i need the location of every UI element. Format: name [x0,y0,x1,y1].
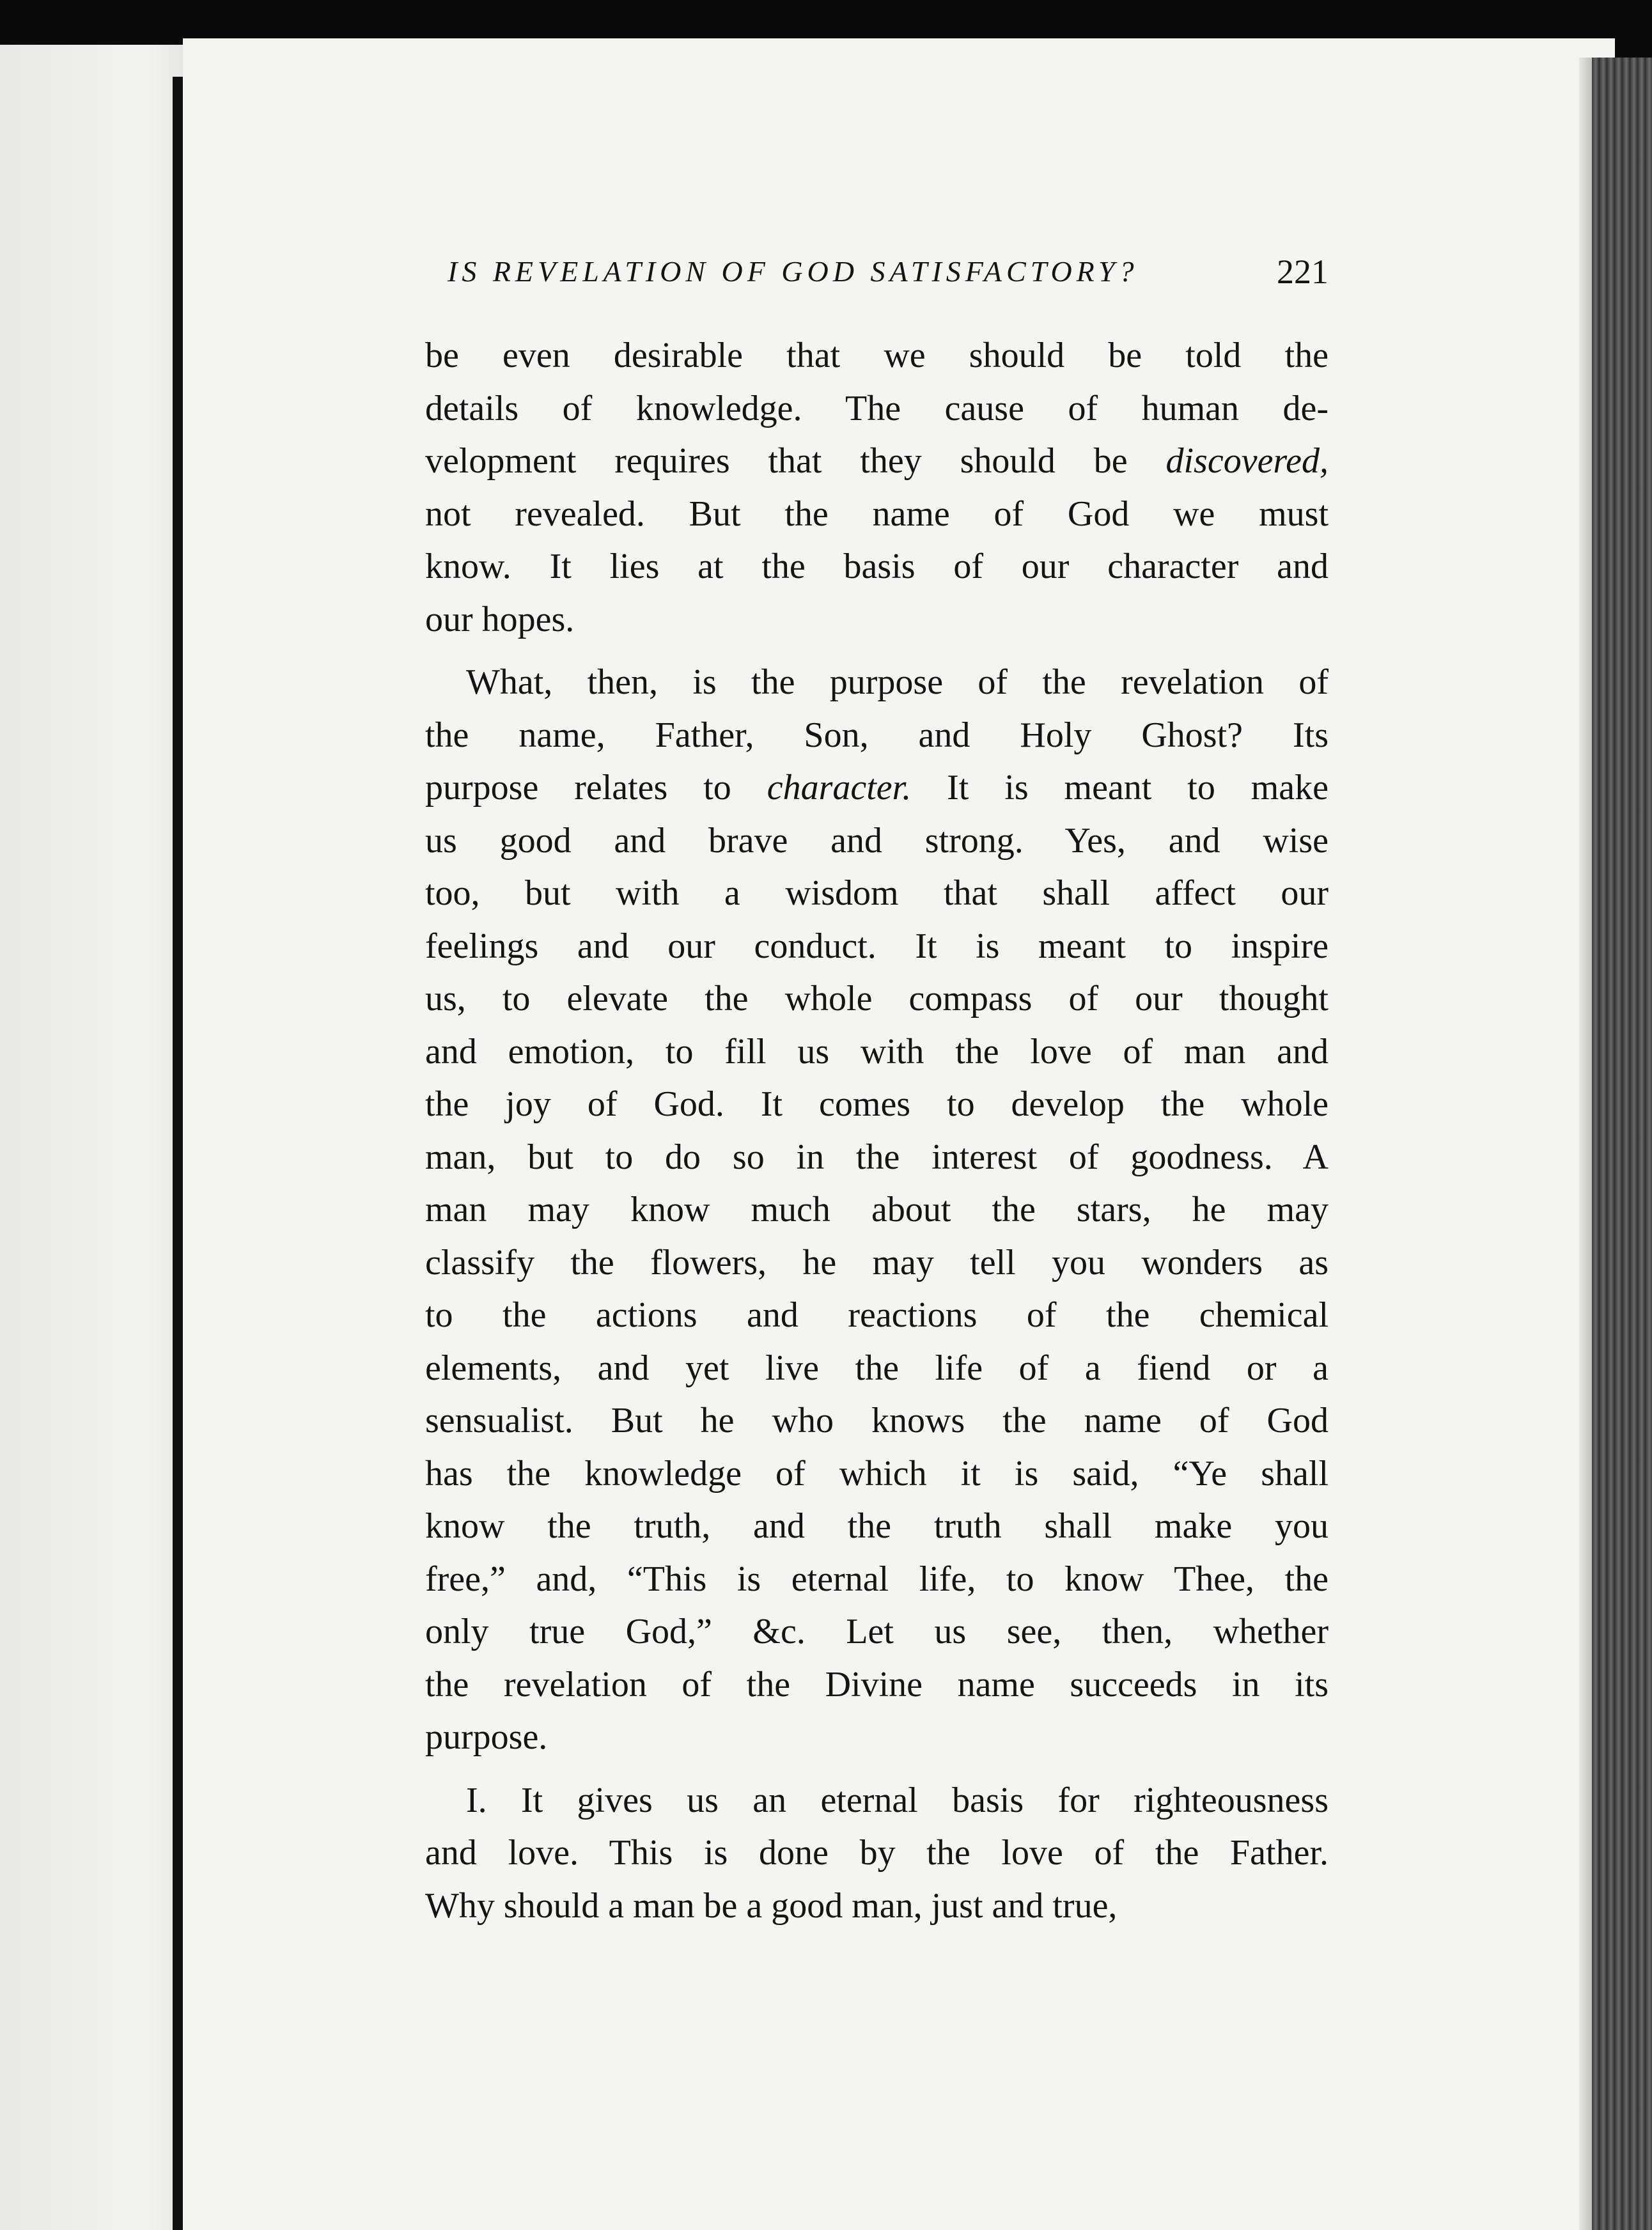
text-segment: Why should a man be a good man, just and true, [425,1885,1118,1926]
text-segment: the revelation of the Divine name succeeds in its [425,1664,1329,1704]
text-segment: details of knowledge. The cause of human de- [425,388,1329,428]
text-line [425,761,1329,815]
text-segment: feelings and our conduct. It is meant to inspire [425,926,1329,966]
running-head [448,254,1329,306]
text-segment: the joy of God. It comes to develop the whole [425,1084,1329,1124]
text-line [425,1078,1329,1131]
text-line [425,656,1329,709]
text-segment: the name, Father, Son, and Holy Ghost? Its [425,715,1329,755]
page-number: 221 [1277,253,1329,291]
text-segment: only true God,” &c. Let us see, then, whether [425,1612,1329,1651]
text-line [425,1827,1329,1880]
text-line [425,1553,1329,1606]
text-line [425,1774,1329,1827]
text-line [425,972,1329,1025]
text-segment: classify the flowers, he may tell you wonders as [425,1242,1329,1283]
text-segment: has the knowledge of which it is said, “Ye shall [425,1453,1329,1493]
body-text [425,329,1329,1932]
text-segment: man may know much about the stars, he may [425,1190,1329,1229]
text-line [425,709,1329,762]
gutter-shadow [173,77,183,2230]
text-segment: sensualist. But he who knows the name of God [425,1401,1329,1440]
text-segment: our hopes. [425,599,575,639]
text-segment: not revealed. But the name of God we must [425,494,1329,534]
text-segment: free,” and, “This is eternal life, to know Thee, the [425,1559,1329,1599]
text-line [425,1289,1329,1342]
text-line [425,488,1329,541]
italic-text: character. [767,768,912,807]
text-segment: man, but to do so in the interest of goodness. A [425,1137,1329,1177]
text-segment: be even desirable that we should be told the [425,336,1329,375]
text-line [425,1711,1329,1764]
running-title: IS REVELATION OF GOD SATISFACTORY? [448,255,1139,288]
text-line [425,1131,1329,1184]
text-segment: It is meant to make [911,768,1329,807]
text-line [425,1394,1329,1447]
paragraph-gap [425,646,1329,656]
text-line [425,1342,1329,1395]
text-segment: and love. This is done by the love of the Father. [425,1833,1329,1873]
text-line [425,1880,1329,1933]
text-line [425,382,1329,435]
text-line [425,1025,1329,1079]
text-segment: to the actions and reactions of the chemical [425,1295,1329,1335]
text-segment: and emotion, to fill us with the love of man and [425,1031,1329,1072]
text-segment: purpose. [425,1717,548,1757]
text-line [425,540,1329,593]
text-line [425,435,1329,488]
italic-text: discovered, [1165,441,1329,481]
text-segment: I. It gives us an eternal basis for righteousness [466,1780,1329,1820]
stacked-pages-edge [1592,58,1652,2230]
text-segment: purpose relates to [425,768,767,807]
text-line [425,1236,1329,1290]
text-line [425,1183,1329,1236]
text-segment: velopment requires that they should be [425,441,1166,481]
text-line [425,593,1329,646]
text-segment: us good and brave and strong. Yes, and wise [425,820,1329,861]
text-segment: know. It lies at the basis of our character and [425,547,1329,586]
page-fore-edge [1579,58,1593,2230]
text-line [425,1447,1329,1501]
text-line [425,867,1329,920]
text-segment: know the truth, and the truth shall make you [425,1506,1329,1546]
text-line [425,1658,1329,1711]
text-segment: us, to elevate the whole compass of our thought [425,979,1329,1018]
paragraph-gap [425,1764,1329,1774]
text-line [425,1500,1329,1553]
text-line [425,1605,1329,1658]
text-segment: too, but with a wisdom that shall affect our [425,873,1329,913]
text-line [425,920,1329,973]
text-line [425,815,1329,868]
text-line [425,329,1329,382]
text-segment: elements, and yet live the life of a fiend or a [425,1348,1329,1388]
text-segment: What, then, is the purpose of the revelation of [466,662,1329,702]
